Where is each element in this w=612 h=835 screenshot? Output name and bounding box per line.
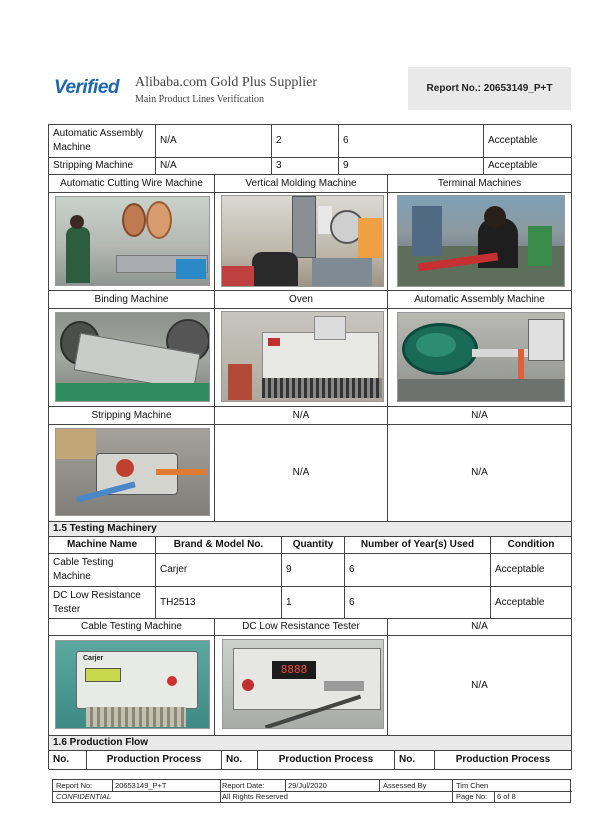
footer-confidential: CONFIDENTIAL (56, 792, 112, 801)
col-header: Production Process (435, 751, 572, 770)
report-number: Report No.: 20653149_P+T (426, 83, 553, 94)
photo-label: Terminal Machines (388, 175, 572, 193)
footer-report-no-label: Report No: (56, 781, 93, 790)
footer-assessed-by-label: Assessed By (383, 781, 427, 790)
na-cell: N/A (215, 425, 388, 522)
machine-name-cell: Automatic Assembly Machine (49, 125, 156, 158)
condition-cell: Acceptable (484, 125, 572, 158)
years-cell: 6 (339, 125, 484, 158)
brand-cell: N/A (156, 158, 272, 175)
years-cell: 6 (345, 587, 491, 619)
col-header: Brand & Model No. (156, 537, 282, 554)
condition-cell: Acceptable (484, 158, 572, 175)
verified-logo-text: Verified (54, 77, 119, 98)
photo-label: Automatic Assembly Machine (388, 291, 572, 309)
brand-cell: N/A (156, 125, 272, 158)
condition-cell: Acceptable (491, 587, 572, 619)
na-cell: N/A (388, 636, 572, 736)
col-header: No. (49, 751, 87, 770)
machine-name-cell: DC Low Resistance Tester (49, 587, 156, 619)
photo-label: Binding Machine (49, 291, 215, 309)
na-cell: N/A (388, 425, 572, 522)
photo-dc-low-resistance-tester (222, 639, 384, 729)
verified-logo (54, 77, 122, 101)
photo-label: N/A (215, 407, 388, 425)
photo-vertical-molding-machine (221, 195, 384, 287)
photo-label: N/A (388, 619, 572, 636)
footer-page: 6 of 8 (497, 792, 516, 801)
photo-cutting-wire-machine (55, 196, 210, 286)
col-header: Production Process (258, 751, 395, 770)
footer-page-label: Page No: (456, 792, 488, 801)
photo-label: Cable Testing Machine (49, 619, 215, 636)
col-header: Quantity (282, 537, 345, 554)
resistance-display: 8888 (272, 661, 316, 679)
photo-automatic-assembly-machine (397, 312, 565, 402)
col-header: No. (395, 751, 435, 770)
footer-report-date: 29/Jul/2020 (288, 781, 327, 790)
header-title: Alibaba.com Gold Plus Supplier (135, 75, 317, 90)
section-title-testing: 1.5 Testing Machinery (49, 522, 572, 537)
footer-assessed-by: Tim Chen (456, 781, 489, 790)
machine-name-cell: Cable Testing Machine (49, 554, 156, 587)
photo-label: Oven (215, 291, 388, 309)
footer-report-no: 20653149_P+T (115, 781, 167, 790)
photo-label: DC Low Resistance Tester (215, 619, 388, 636)
condition-cell: Acceptable (491, 554, 572, 587)
photo-label: Vertical Molding Machine (215, 175, 388, 193)
photo-oven (221, 311, 384, 402)
col-header: Number of Year(s) Used (345, 537, 491, 554)
footer-report-date-label: Report Date: (222, 781, 265, 790)
col-header: No. (222, 751, 258, 770)
brand-cell: Carjer (156, 554, 282, 587)
photo-cable-testing-machine (55, 640, 210, 729)
quantity-cell: 1 (282, 587, 345, 619)
header-subtitle: Main Product Lines Verification (135, 94, 264, 105)
photo-label: Stripping Machine (49, 407, 215, 425)
years-cell: 6 (345, 554, 491, 587)
photo-stripping-machine (55, 428, 210, 516)
photo-label: Automatic Cutting Wire Machine (49, 175, 215, 193)
brand-cell: TH2513 (156, 587, 282, 619)
photo-terminal-machines (397, 195, 565, 287)
quantity-cell: 3 (272, 158, 339, 175)
footer-rights: All Rights Reserved (222, 792, 288, 801)
years-cell: 9 (339, 158, 484, 175)
quantity-cell: 2 (272, 125, 339, 158)
photo-binding-machine (55, 312, 210, 402)
machine-name-cell: Stripping Machine (49, 158, 156, 175)
photo-label: N/A (388, 407, 572, 425)
col-header: Machine Name (49, 537, 156, 554)
device-brand-label: Carjer (83, 655, 104, 662)
col-header: Production Process (87, 751, 222, 770)
quantity-cell: 9 (282, 554, 345, 587)
report-number-box (408, 67, 571, 110)
col-header: Condition (491, 537, 572, 554)
section-title-production: 1.6 Production Flow (49, 736, 572, 751)
